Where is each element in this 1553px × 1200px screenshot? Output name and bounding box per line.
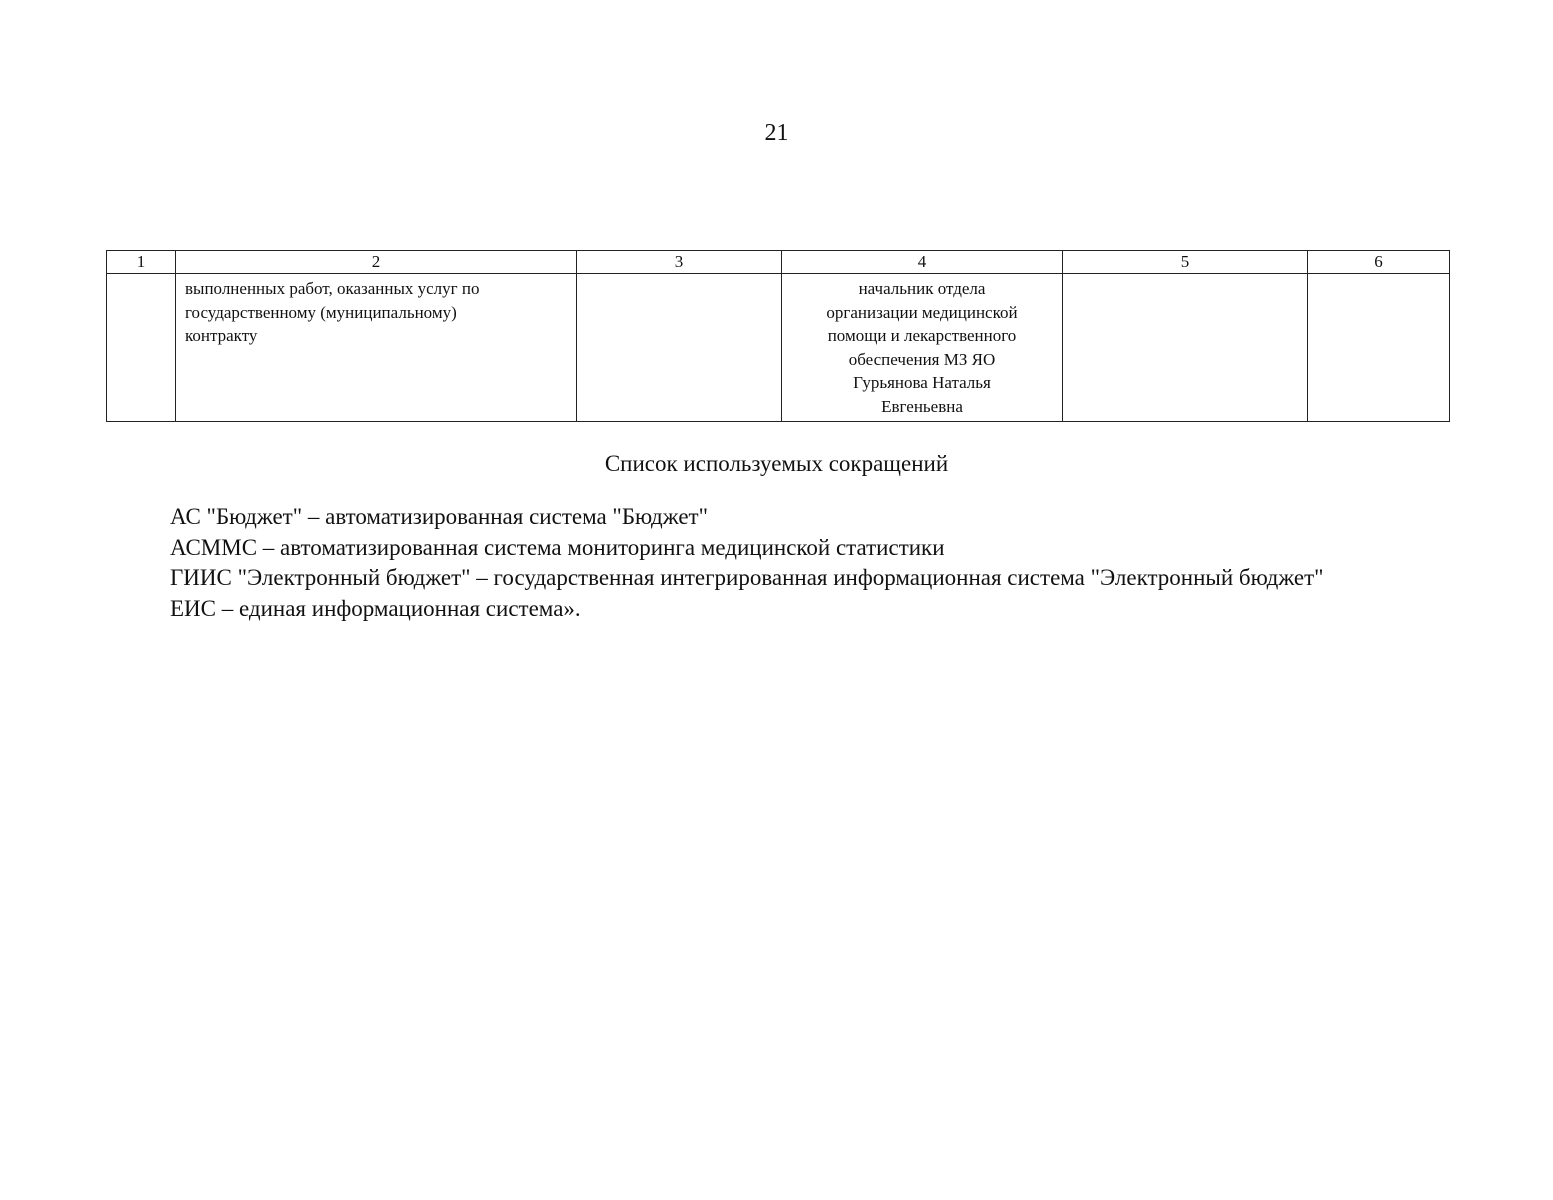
column-header-1: 1: [107, 251, 176, 274]
abbreviation-item: ГИИС "Электронный бюджет" – государственная интегрированная информационная система "Электронный бюджет": [170, 565, 1324, 590]
table-cell-col4: начальник отдела организации медицинской помощи и лекарственного обеспечения МЗ ЯО Гурьянова Наталья Евгеньевна: [782, 274, 1063, 422]
document-table: [106, 250, 1450, 422]
column-header-3: 3: [577, 251, 782, 274]
table-cell-col1: [107, 274, 176, 422]
table-cell-col3: [577, 274, 782, 422]
abbreviation-item: ЕИС – единая информационная система».: [170, 595, 581, 621]
abbreviation-item: АСММС – автоматизированная система мониторинга медицинской статистики: [170, 534, 945, 560]
column-header-5: 5: [1063, 251, 1308, 274]
table-cell-col5: [1063, 274, 1308, 422]
table-cell-col6: [1308, 274, 1450, 422]
abbreviations-title: Список используемых сокращений: [604, 451, 949, 476]
column-header-6: 6: [1308, 251, 1450, 274]
column-header-2: 2: [176, 251, 577, 274]
table-row: [107, 274, 1450, 422]
table-cell-col2: выполненных работ, оказанных услуг по государственному (муниципальному) контракту: [176, 274, 577, 422]
page-number: 21: [764, 120, 789, 146]
abbreviation-item: АС "Бюджет" – автоматизированная система "Бюджет": [170, 504, 708, 529]
table-header-row: [107, 251, 1450, 274]
column-header-4: 4: [782, 251, 1063, 274]
abbreviations-list: [106, 502, 1449, 624]
